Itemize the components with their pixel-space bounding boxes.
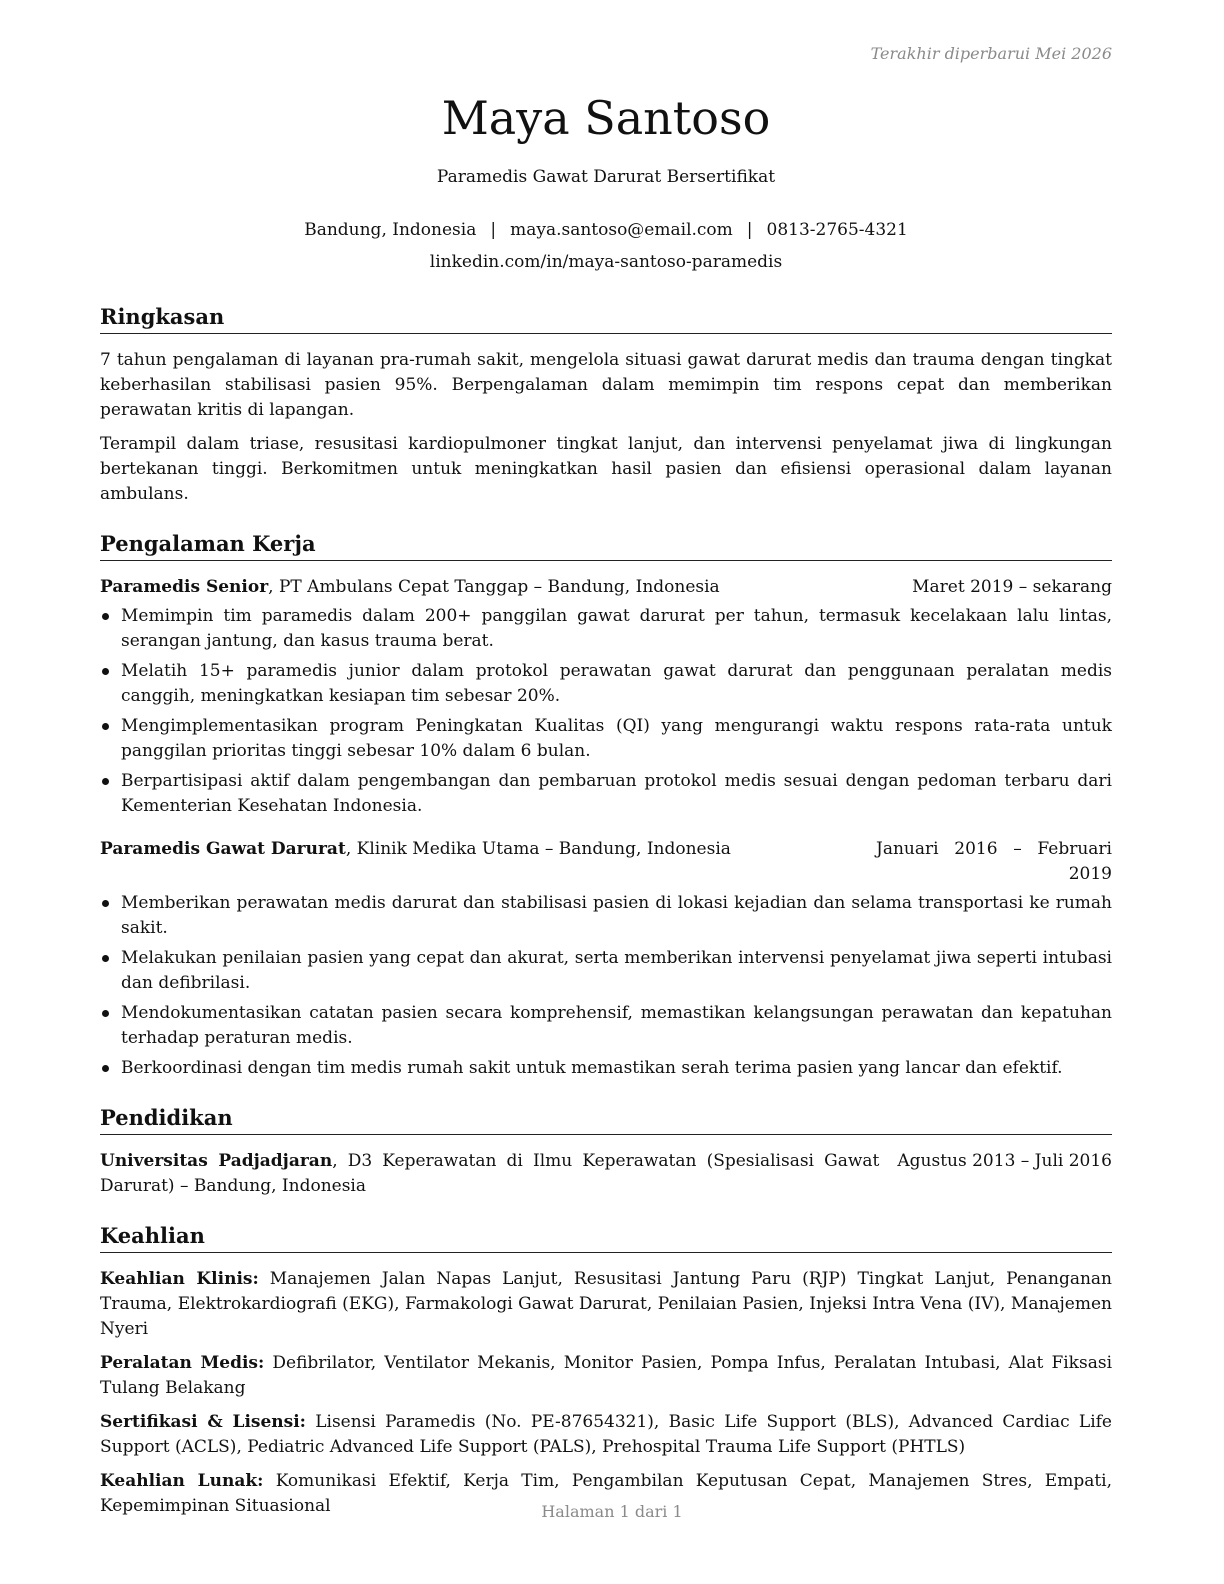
job-bullets (100, 891, 1112, 1081)
contact-separator: | (490, 220, 497, 240)
contact-phone: 0813-2765-4321 (766, 220, 908, 240)
job-entry (100, 837, 1112, 1081)
job-dates: Maret 2019 – sekarang (912, 577, 1112, 597)
resume-page (100, 86, 1112, 1519)
job-organization: , PT Ambulans Cepat Tanggap – Bandung, Indonesia (268, 577, 720, 597)
contact-email[interactable]: maya.santoso@email.com (510, 220, 733, 240)
bullet-dot-icon (102, 955, 109, 962)
skills-section (100, 1221, 1112, 1519)
bullet-dot-icon (102, 1010, 109, 1017)
summary-paragraph: 7 tahun pengalaman di layanan pra-rumah sakit, mengelola situasi gawat darurat medis dan trauma dengan tingkat keberhasilan stabilisasi pasien 95%. Berpengalaman dalam memimpin tim respons cepat dan memberikan perawatan kritis di lapangan. (100, 350, 1112, 420)
education-detail: , D3 Keperawatan di Ilmu Keperawatan (Spesialisasi Gawat Darurat) – Bandung, Indonesia (100, 1151, 880, 1196)
job-dates: Januari 2016 – Februari 2019 (876, 839, 1112, 884)
job-entry (100, 575, 1112, 819)
summary-section (100, 302, 1112, 507)
experience-section (100, 529, 1112, 1081)
bullet-dot-icon (102, 613, 109, 620)
job-role: Paramedis Gawat Darurat (100, 839, 346, 859)
bullet-dot-icon (102, 778, 109, 785)
job-bullet: Melatih 15+ paramedis junior dalam protokol perawatan gawat darurat dan penggunaan peralatan medis canggih, meningkatkan kesiapan tim sebesar 20%. (100, 659, 1112, 709)
experience-title: Pengalaman Kerja (100, 529, 1112, 561)
last-updated-note: Terakhir diperbarui Mei 2026 (870, 44, 1112, 63)
job-bullet: Memberikan perawatan medis darurat dan stabilisasi pasien di lokasi kejadian dan selama transportasi ke rumah sakit. (100, 891, 1112, 941)
bullet-dot-icon (102, 900, 109, 907)
job-bullet: Melakukan penilaian pasien yang cepat dan akurat, serta memberikan intervensi penyelamat jiwa seperti intubasi dan defibrilasi. (100, 946, 1112, 996)
summary-paragraph: Terampil dalam triase, resusitasi kardiopulmoner tingkat lanjut, dan intervensi penyelamat jiwa di lingkungan bertekanan tinggi. Berkomitmen untuk meningkatkan hasil pasien dan efisiensi operasional dalam layanan ambulans. (100, 434, 1112, 504)
job-bullet: Berpartisipasi aktif dalam pengembangan dan pembaruan protokol medis sesuai dengan pedoman terbaru dari Kementerian Kesehatan Indonesia. (100, 769, 1112, 819)
job-organization: , Klinik Medika Utama – Bandung, Indonesia (345, 839, 731, 859)
job-bullet: Berkoordinasi dengan tim medis rumah sakit untuk memastikan serah terima pasien yang lancar dan efektif. (100, 1056, 1112, 1081)
contact-linkedin[interactable]: linkedin.com/in/maya-santoso-paramedis (429, 252, 783, 272)
skill-group-label: Peralatan Medis: (100, 1353, 265, 1373)
skill-group-label: Keahlian Lunak: (100, 1471, 264, 1491)
summary-title: Ringkasan (100, 302, 1112, 334)
skill-group-text: Manajemen Jalan Napas Lanjut, Resusitasi Jantung Paru (RJP) Tingkat Lanjut, Penanganan Trauma, Elektrokardiografi (EKG), Farmakologi Gawat Darurat, Penilaian Pasien, Injeksi Intra Vena (IV), Manajemen Nyeri (100, 1269, 1112, 1339)
page-number: Halaman 1 dari 1 (541, 1502, 683, 1521)
job-bullet: Mendokumentasikan catatan pasien secara komprehensif, memastikan kelangsungan perawatan dan kepatuhan terhadap peraturan medis. (100, 1001, 1112, 1051)
candidate-name: Maya Santoso (441, 91, 771, 145)
skill-group (100, 1267, 1112, 1342)
skill-group-text: Lisensi Paramedis (No. PE-87654321), Basic Life Support (BLS), Advanced Cardiac Life Support (ACLS), Pediatric Advanced Life Support (PALS), Prehospital Trauma Life Support (PHTLS) (100, 1412, 1112, 1457)
contact-line (100, 214, 1112, 246)
skills-title: Keahlian (100, 1221, 1112, 1253)
candidate-headline: Paramedis Gawat Darurat Bersertifikat (436, 167, 776, 187)
education-school: Universitas Padjadjaran (100, 1151, 333, 1171)
job-header (100, 575, 1112, 600)
skill-group-label: Keahlian Klinis: (100, 1269, 259, 1289)
skill-group (100, 1351, 1112, 1401)
skill-group (100, 1410, 1112, 1460)
contact-separator: | (746, 220, 753, 240)
education-dates: Agustus 2013 – Juli 2016 (897, 1151, 1112, 1171)
job-bullet: Mengimplementasikan program Peningkatan Kualitas (QI) yang mengurangi waktu respons rata-rata untuk panggilan prioritas tinggi sebesar 10% dalam 6 bulan. (100, 714, 1112, 764)
bullet-dot-icon (102, 723, 109, 730)
education-title: Pendidikan (100, 1103, 1112, 1135)
job-bullets (100, 604, 1112, 819)
job-bullet: Memimpin tim paramedis dalam 200+ panggilan gawat darurat per tahun, termasuk kecelakaan lalu lintas, serangan jantung, dan kasus trauma berat. (100, 604, 1112, 654)
contact-location: Bandung, Indonesia (304, 220, 477, 240)
skill-group-text: Defibrilator, Ventilator Mekanis, Monitor Pasien, Pompa Infus, Peralatan Intubasi, Alat Fiksasi Tulang Belakang (100, 1353, 1113, 1398)
bullet-dot-icon (102, 668, 109, 675)
skill-group-text: Komunikasi Efektif, Kerja Tim, Pengambilan Keputusan Cepat, Manajemen Stres, Empati, Kepemimpinan Situasional (100, 1471, 1113, 1516)
education-entry (100, 1149, 1112, 1199)
bullet-dot-icon (102, 1065, 109, 1072)
job-header (100, 837, 1112, 887)
skill-group-label: Sertifikasi & Lisensi: (100, 1412, 306, 1432)
education-section (100, 1103, 1112, 1199)
job-role: Paramedis Senior (100, 577, 269, 597)
